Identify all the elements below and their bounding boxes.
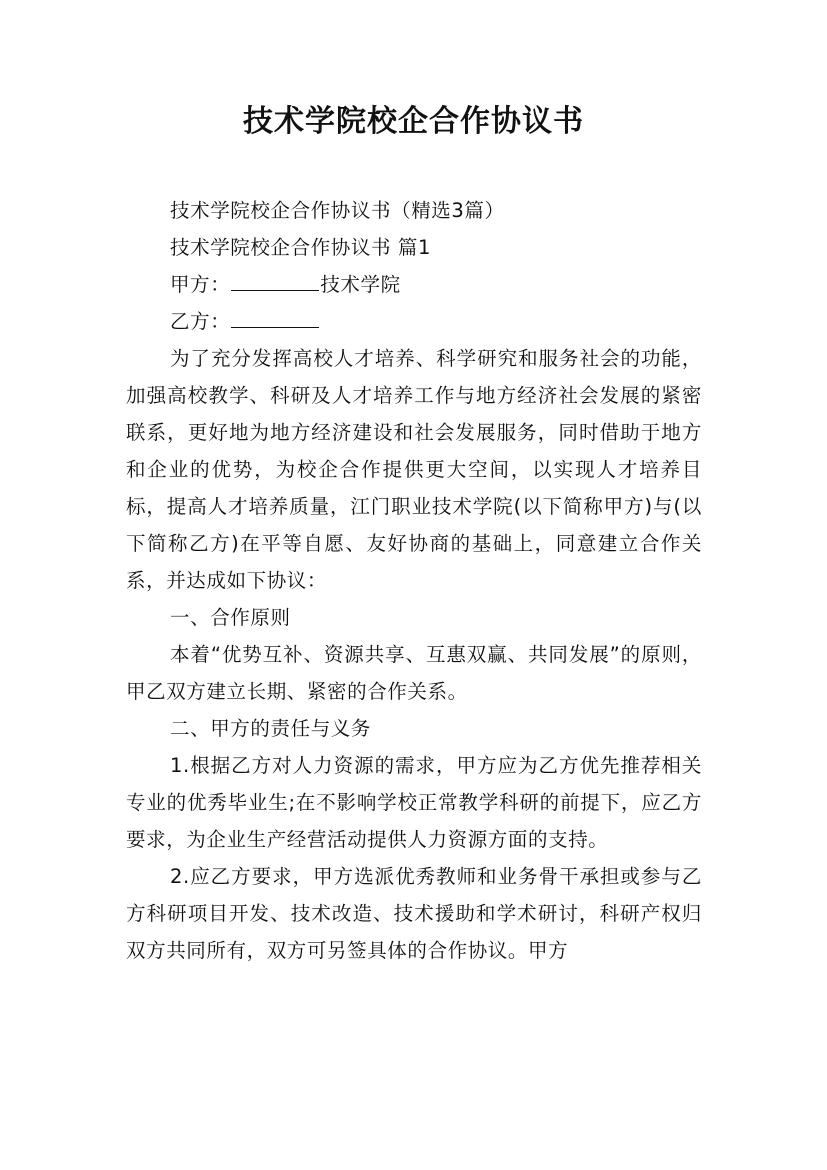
party-b-line	[126, 303, 702, 340]
item2-paragraph: 2.应乙方要求，甲方选派优秀教师和业务骨干承担或参与乙方科研项目开发、技术改造、技术援助和学术研讨，科研产权归双方共同所有，双方可另签具体的合作协议。甲方	[126, 865, 702, 962]
party-a-blank	[231, 269, 319, 291]
party-a-line	[126, 266, 702, 303]
section1-paragraph: 本着“优势互补、资源共享、互惠双赢、共同发展”的原则，甲乙双方建立长期、紧密的合作关系。	[126, 643, 702, 703]
item1-paragraph: 1.根据乙方对人力资源的需求，甲方应为乙方优先推荐相关专业的优秀毕业生;在不影响学校正常教学科研的前提下，应乙方要求，为企业生产经营活动提供人力资源方面的支持。	[126, 754, 702, 851]
document-title: 技术学院校企合作协议书	[243, 104, 584, 139]
party-b-blank	[231, 306, 319, 328]
section1-heading: 一、合作原则	[170, 606, 291, 629]
intro-paragraph: 为了充分发挥高校人才培养、科学研究和服务社会的功能，加强高校教学、科研及人才培养工作与地方经济社会发展的紧密联系，更好地为地方经济建设和社会发展服务，同时借助于地方和企业的优势，为校企合作提供更大空间，以实现人才培养目标，提高人才培养质量，江门职业技术学院(以下简称甲方)与(以下简称乙方)在平等自愿、友好协商的基础上，同意建立合作关系，并达成如下协议：	[126, 347, 702, 592]
document-body	[126, 192, 702, 969]
party-b-label: 乙方：	[170, 310, 231, 333]
document-subtitle: 技术学院校企合作协议书（精选3篇）	[170, 199, 505, 222]
part-heading: 技术学院校企合作协议书 篇1	[170, 236, 432, 259]
party-a-name: 技术学院	[320, 273, 401, 296]
section2-heading: 二、甲方的责任与义务	[170, 717, 372, 740]
party-a-label: 甲方：	[170, 273, 231, 296]
